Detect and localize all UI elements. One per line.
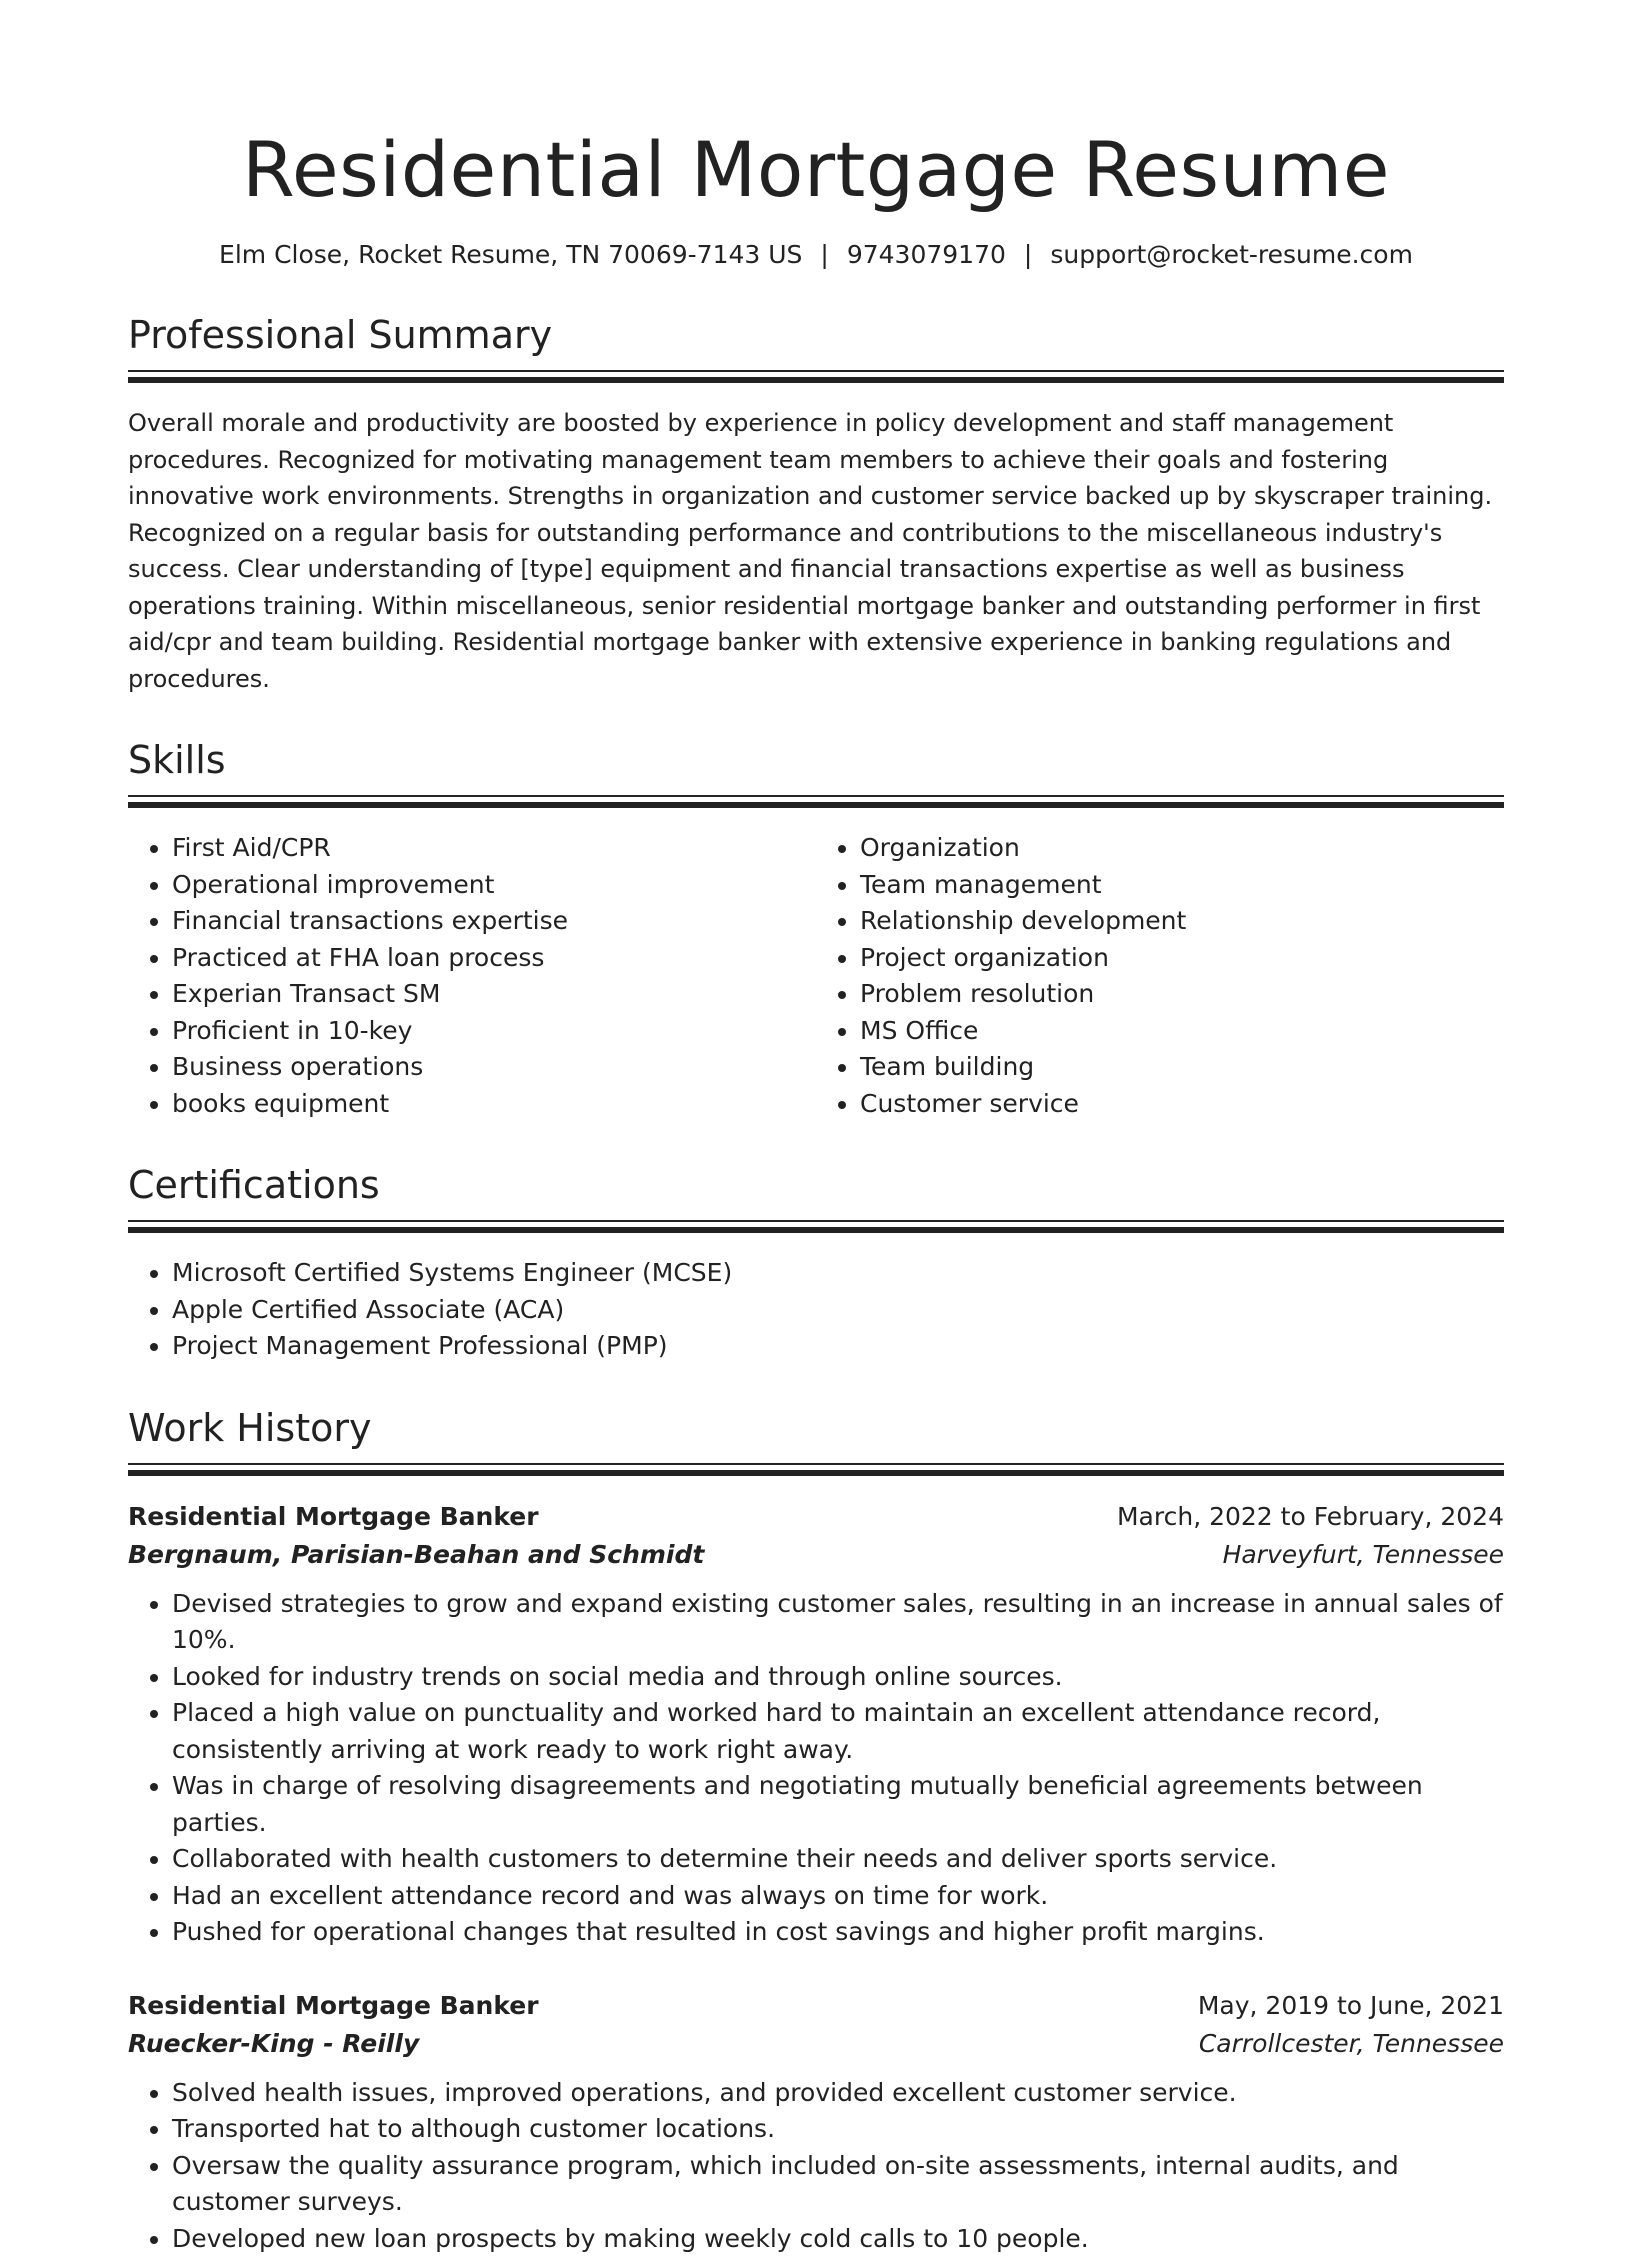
job-dates: March, 2022 to February, 2024 [1117, 1498, 1504, 1536]
skill-item: • Financial transactions expertise [172, 903, 816, 940]
job-bullet: • Collaborated with health customers to determine their needs and deliver sports service. [172, 1841, 1504, 1878]
contact-separator: | [1024, 240, 1032, 269]
skill-item: • books equipment [172, 1086, 816, 1123]
job-bullet: • Devised strategies to grow and expand existing customer sales, resulting in an increase in annual sales of 10%. [172, 1586, 1504, 1659]
certification-item: • Project Management Professional (PMP) [172, 1328, 1504, 1365]
skill-item: • Team management [860, 867, 1504, 904]
section-heading: Skills [128, 735, 1504, 785]
skills-list-left [128, 830, 816, 1122]
job-bullet: • Had an excellent attendance record and was always on time for work. [172, 1878, 1504, 1915]
job-bullet: • Oversaw the quality assurance program, which included on-site assessments, internal audits, and customer surveys. [172, 2148, 1504, 2221]
job-bullet: • Looked for industry trends on social media and through online sources. [172, 1659, 1504, 1696]
job-header-row [128, 1987, 1504, 2025]
skill-item: • Team building [860, 1049, 1504, 1086]
skill-item: • Project organization [860, 940, 1504, 977]
certifications-section [128, 1160, 1504, 1365]
job-header-row [128, 1498, 1504, 1536]
contact-line [128, 238, 1504, 272]
job-bullet: • Pushed for operational changes that resulted in cost savings and higher profit margins. [172, 1914, 1504, 1951]
skill-item: • Proficient in 10-key [172, 1013, 816, 1050]
skill-item: • Business operations [172, 1049, 816, 1086]
contact-email: support@rocket-resume.com [1050, 240, 1413, 269]
contact-separator: | [820, 240, 828, 269]
skill-item: • MS Office [860, 1013, 1504, 1050]
certifications-list [128, 1255, 1504, 1365]
resume-title: Residential Mortgage Resume [128, 120, 1504, 220]
skill-item: • Customer service [860, 1086, 1504, 1123]
section-divider [128, 370, 1504, 383]
skill-item: • Practiced at FHA loan process [172, 940, 816, 977]
section-heading: Certifications [128, 1160, 1504, 1210]
skill-item: • Organization [860, 830, 1504, 867]
summary-section [128, 310, 1504, 697]
certification-item: • Microsoft Certified Systems Engineer (MCSE) [172, 1255, 1504, 1292]
job-bullet: • Was in charge of resolving disagreements and negotiating mutually beneficial agreements between parties. [172, 1768, 1504, 1841]
job-bullet: • Solved health issues, improved operations, and provided excellent customer service. [172, 2075, 1504, 2112]
section-heading: Work History [128, 1403, 1504, 1453]
skills-list-right [816, 830, 1504, 1122]
job-company-row [128, 1536, 1504, 1574]
job-dates: May, 2019 to June, 2021 [1198, 1987, 1504, 2025]
job-entry [128, 1498, 1504, 1951]
section-divider [128, 795, 1504, 808]
contact-address: Elm Close, Rocket Resume, TN 70069-7143 US [219, 240, 802, 269]
skill-item: • Experian Transact SM [172, 976, 816, 1013]
skill-item: • Relationship development [860, 903, 1504, 940]
skill-item: • Problem resolution [860, 976, 1504, 1013]
job-title: Residential Mortgage Banker [128, 1987, 539, 2025]
summary-text: Overall morale and productivity are boosted by experience in policy development and staff management procedures. Recognized for motivating management team members to achieve their goals and fostering innovative work environments. Strengths in organization and customer service backed up by skyscraper training. Recognized on a regular basis for outstanding performance and contributions to the miscellaneous industry's success. Clear understanding of [type] equipment and financial transactions expertise as well as business operations training. Within miscellaneous, senior residential mortgage banker and outstanding performer in first aid/cpr and team building. Residential mortgage banker with extensive experience in banking regulations and procedures. [128, 405, 1504, 697]
work-history-section [128, 1403, 1504, 2257]
job-bullets [128, 2075, 1504, 2257]
skill-item: • First Aid/CPR [172, 830, 816, 867]
job-bullets [128, 1586, 1504, 1951]
section-divider [128, 1463, 1504, 1476]
skill-item: • Operational improvement [172, 867, 816, 904]
job-bullet: • Transported hat to although customer locations. [172, 2111, 1504, 2148]
skills-columns [128, 830, 1504, 1122]
job-bullet: • Developed new loan prospects by making weekly cold calls to 10 people. [172, 2221, 1504, 2257]
contact-phone: 9743079170 [847, 240, 1006, 269]
job-location: Carrollcester, Tennessee [1199, 2025, 1504, 2063]
section-heading: Professional Summary [128, 310, 1504, 360]
skills-section [128, 735, 1504, 1122]
certification-item: • Apple Certified Associate (ACA) [172, 1292, 1504, 1329]
job-entry [128, 1987, 1504, 2257]
section-divider [128, 1220, 1504, 1233]
job-location: Harveyfurt, Tennessee [1223, 1536, 1504, 1574]
job-title: Residential Mortgage Banker [128, 1498, 539, 1536]
job-company: Bergnaum, Parisian-Beahan and Schmidt [128, 1536, 704, 1574]
job-company-row [128, 2025, 1504, 2063]
job-company: Ruecker-King - Reilly [128, 2025, 419, 2063]
job-bullet: • Placed a high value on punctuality and worked hard to maintain an excellent attendance record, consistently arriving at work ready to work right away. [172, 1695, 1504, 1768]
